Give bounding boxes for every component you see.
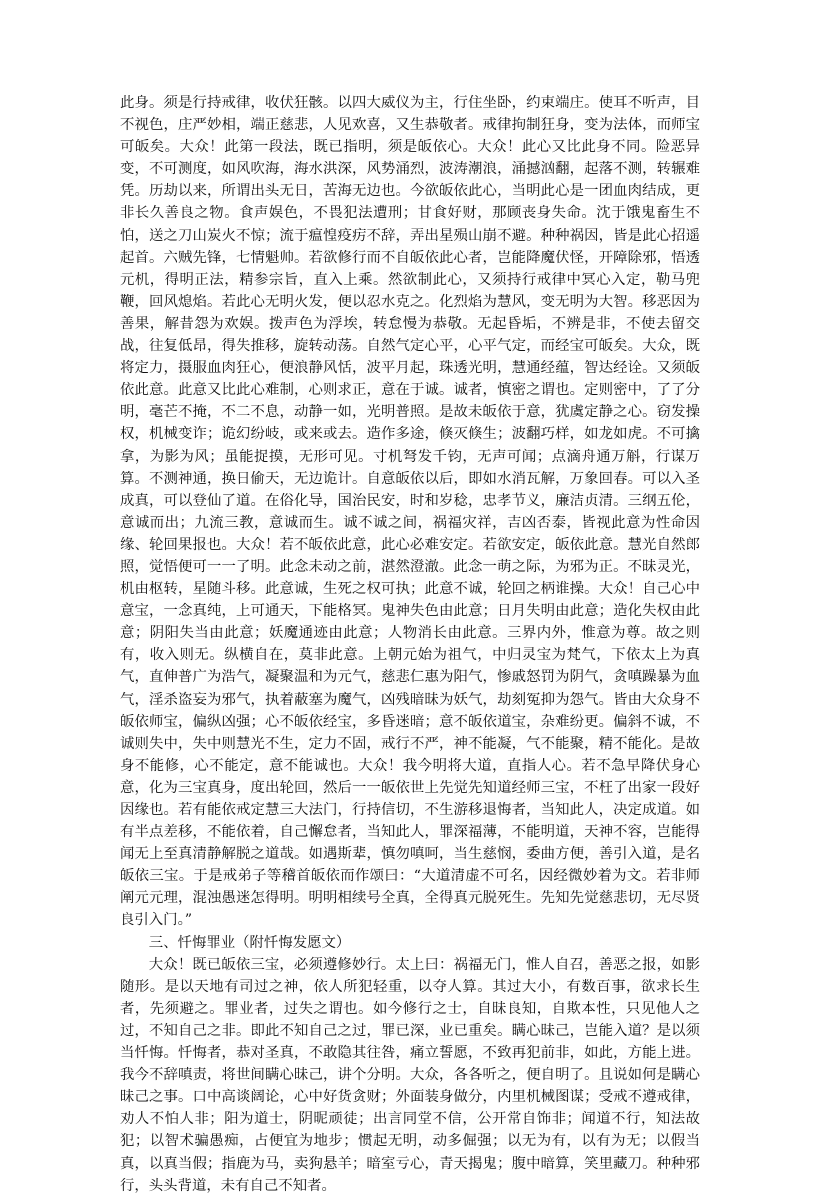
document-page — [120, 92, 700, 1197]
body-paragraph: 此身。须是行持戒律，收伏狂骸。以四大威仪为主，行住坐卧，约束端庄。使耳不听声，目不视色，庄严妙相，端正慈悲，人见欢喜，又生恭敬者。戒律拘制狂身，变为法体，而师宝可皈矣。大众！此第一段法，既已指明，须是皈依心。大众！此心又比此身不同。险恶异变，不可测度，如风吹海，海水洪深，风势涌烈，波涛潮浪，涌撼汹翻，起落不测，转辗难凭。历劫以来，所谓出头无日，苦海无边也。今欲皈依此心，当明此心是一团血肉结成，更非长久善良之物。食声娱色，不畏犯法遭刑；甘食好财，那顾丧身失命。沈于饿鬼畜生不怕，送之刀山炭火不惊；流于瘟惶疫疠不辞，弄出星殒山崩不避。种种祸因，皆是此心招遥起首。六贼先锋，七情魁帅。若欲修行而不自皈依此心者，岂能降魔伏怪，开障除邪，悟透元机，得明正法，精参宗旨，直入上乘。然欲制此心，又须持行戒律中冥心入定，勒马兜鞭，回风熄焰。若此心无明火发，便以忍水克之。化烈焰为慧风，变无明为大智。移恶因为善果，解昔怨为欢娱。拨声色为浮埃，转怠慢为恭敬。无起昏垢，不辨是非，不使去留交战，往复低昂，得失推移，旋转动荡。自然气定心平，心平气定，而经宝可皈矣。大众，既将定力，摄服血肉狂心，便浪静风恬，波平月起，珠透光明，慧通经蕴，智达经诠。又须皈依此意。此意又比此心难制，心则求正，意在于诚。诚者，慎密之谓也。定则密中，了了分明，毫芒不掩，不二不息，动静一如，光明普照。是故未皈依于意，犹虞定静之心。窃发操权，机械变诈；诡幻纷岐，或来或去。造作多途，倏灭倏生；波翻巧样，如龙如虎。不可擒拿，为影为风；虽能捉摸，无形可见。寸机弩发千钧，无声可闻；点滴舟通万斛，行谋万算。不测神通，换日偷天，无边诡计。自意皈依以后，即如水消瓦解，万象回春。可以入圣成真，可以登仙了道。在俗化导，国治民安，时和岁稔，忠孝节义，廉洁贞清。三纲五伦，意诚而出；九流三教，意诚而生。诚不诚之间，祸福灾祥，吉凶否泰，皆视此意为性命因缘、轮回果报也。大众！若不皈依此意，此心必难安定。若欲安定，皈依此意。慧光自然郎照，觉悟便可一一了明。此念未动之前，湛然澄澈。此念一萌之际，为邪为正。不昧灵光，机由枢转，星随斗移。此意诚，生死之权可执；此意不诚，轮回之柄谁操。大众！自己心中意宝，一念真纯，上可通天，下能格冥。鬼神失色由此意；日月失明由此意；造化失权由此意；阴阳失当由此意；妖魔通迹由此意；人物消长由此意。三界内外，惟意为尊。故之则有，收入则无。纵横自在，莫非此意。上朝元始为祖气，中归灵宝为梵气，下依太上为真气，直伸普广为浩气，凝聚温和为元气，慈悲仁惠为阳气，惨戚怒罚为阴气，贪嗔躁暴为血气，淫杀盗妄为邪气，执着蔽塞为魔气，凶残暗昧为妖气，劫刻冤抑为怨气。皆由大众身不皈依师宝，偏纵凶强；心不皈依经宝，多昏迷暗；意不皈依道宝，杂难纷更。偏斜不诚，不诚则失中，失中则慧光不生，定力不固，戒行不严，神不能凝，气不能聚，精不能化。是故身不能修，心不能定，意不能诚也。大众！我今明将大道，直指人心。若不急早降伏身心意，化为三宝真身，度出轮回，然后一一皈依世上先觉先知道经师三宝，不枉了出家一段好因缘也。若有能依戒定慧三大法门，行持信切，不生游移退悔者，当知此人，决定成道。如有半点差移，不能依着，自己懈怠者，当知此人，罪深福薄，不能明道，天神不容，岂能得闻无上至真清静解脱之道哉。如遇斯辈，慎勿嗔呵，当生慈悯，委曲方便，善引入道，是名皈依三宝。于是戒弟子等稽首皈依而作颂曰：“大道清虚不可名，因经微妙着为文。若非师阐元元理，混浊愚迷怎得明。明明相续号全真，全得真元脱死生。先知先觉慈悲切，无尽贤良引入门。” — [120, 95, 700, 929]
body-paragraph: 大众！既已皈依三宝，必须遵修妙行。太上曰：祸福无门，惟人自召，善恶之报，如影随形。是以天地有司过之神，依人所犯轻重，以夺人算。其过大小，有数百事，欲求长生者，先须避之。罪业者，过失之谓也。如今修行之士，自昧良知，自欺本性，只见他人之过，不知自己之非。即此不知自己之过，罪已深，业已重矣。瞒心昧己，岂能入道？是以须当忏悔。忏悔者，恭对圣真，不敢隐其往咎，痛立誓愿，不致再犯前非，如此，方能上进。我今不辞嗔责，将世间瞒心昧己，讲个分明。大众，各各听之，便自明了。且说如何是瞒心昧己之事。口中高谈阔论，心中好货贪财；外面装身做分，内里机械图谋；受戒不遵戒律，劝人不怕人非；阳为道士，阴昵顽徒；出言同堂不信，公开常自饰非；闻道不行，知法故犯；以智术骗愚痴，占便宜为地步；惯起无明，动多倔强；以无为有，以有为无；以假当真，以真当假；指鹿为马，卖狗悬羊；暗室亏心，青天揭鬼；腹中暗算，笑里藏刀。种种邪行，头头背道，未有自己不知者。 — [120, 956, 700, 1194]
section-heading: 三、忏悔罪业（附忏悔发愿文） — [148, 934, 351, 951]
